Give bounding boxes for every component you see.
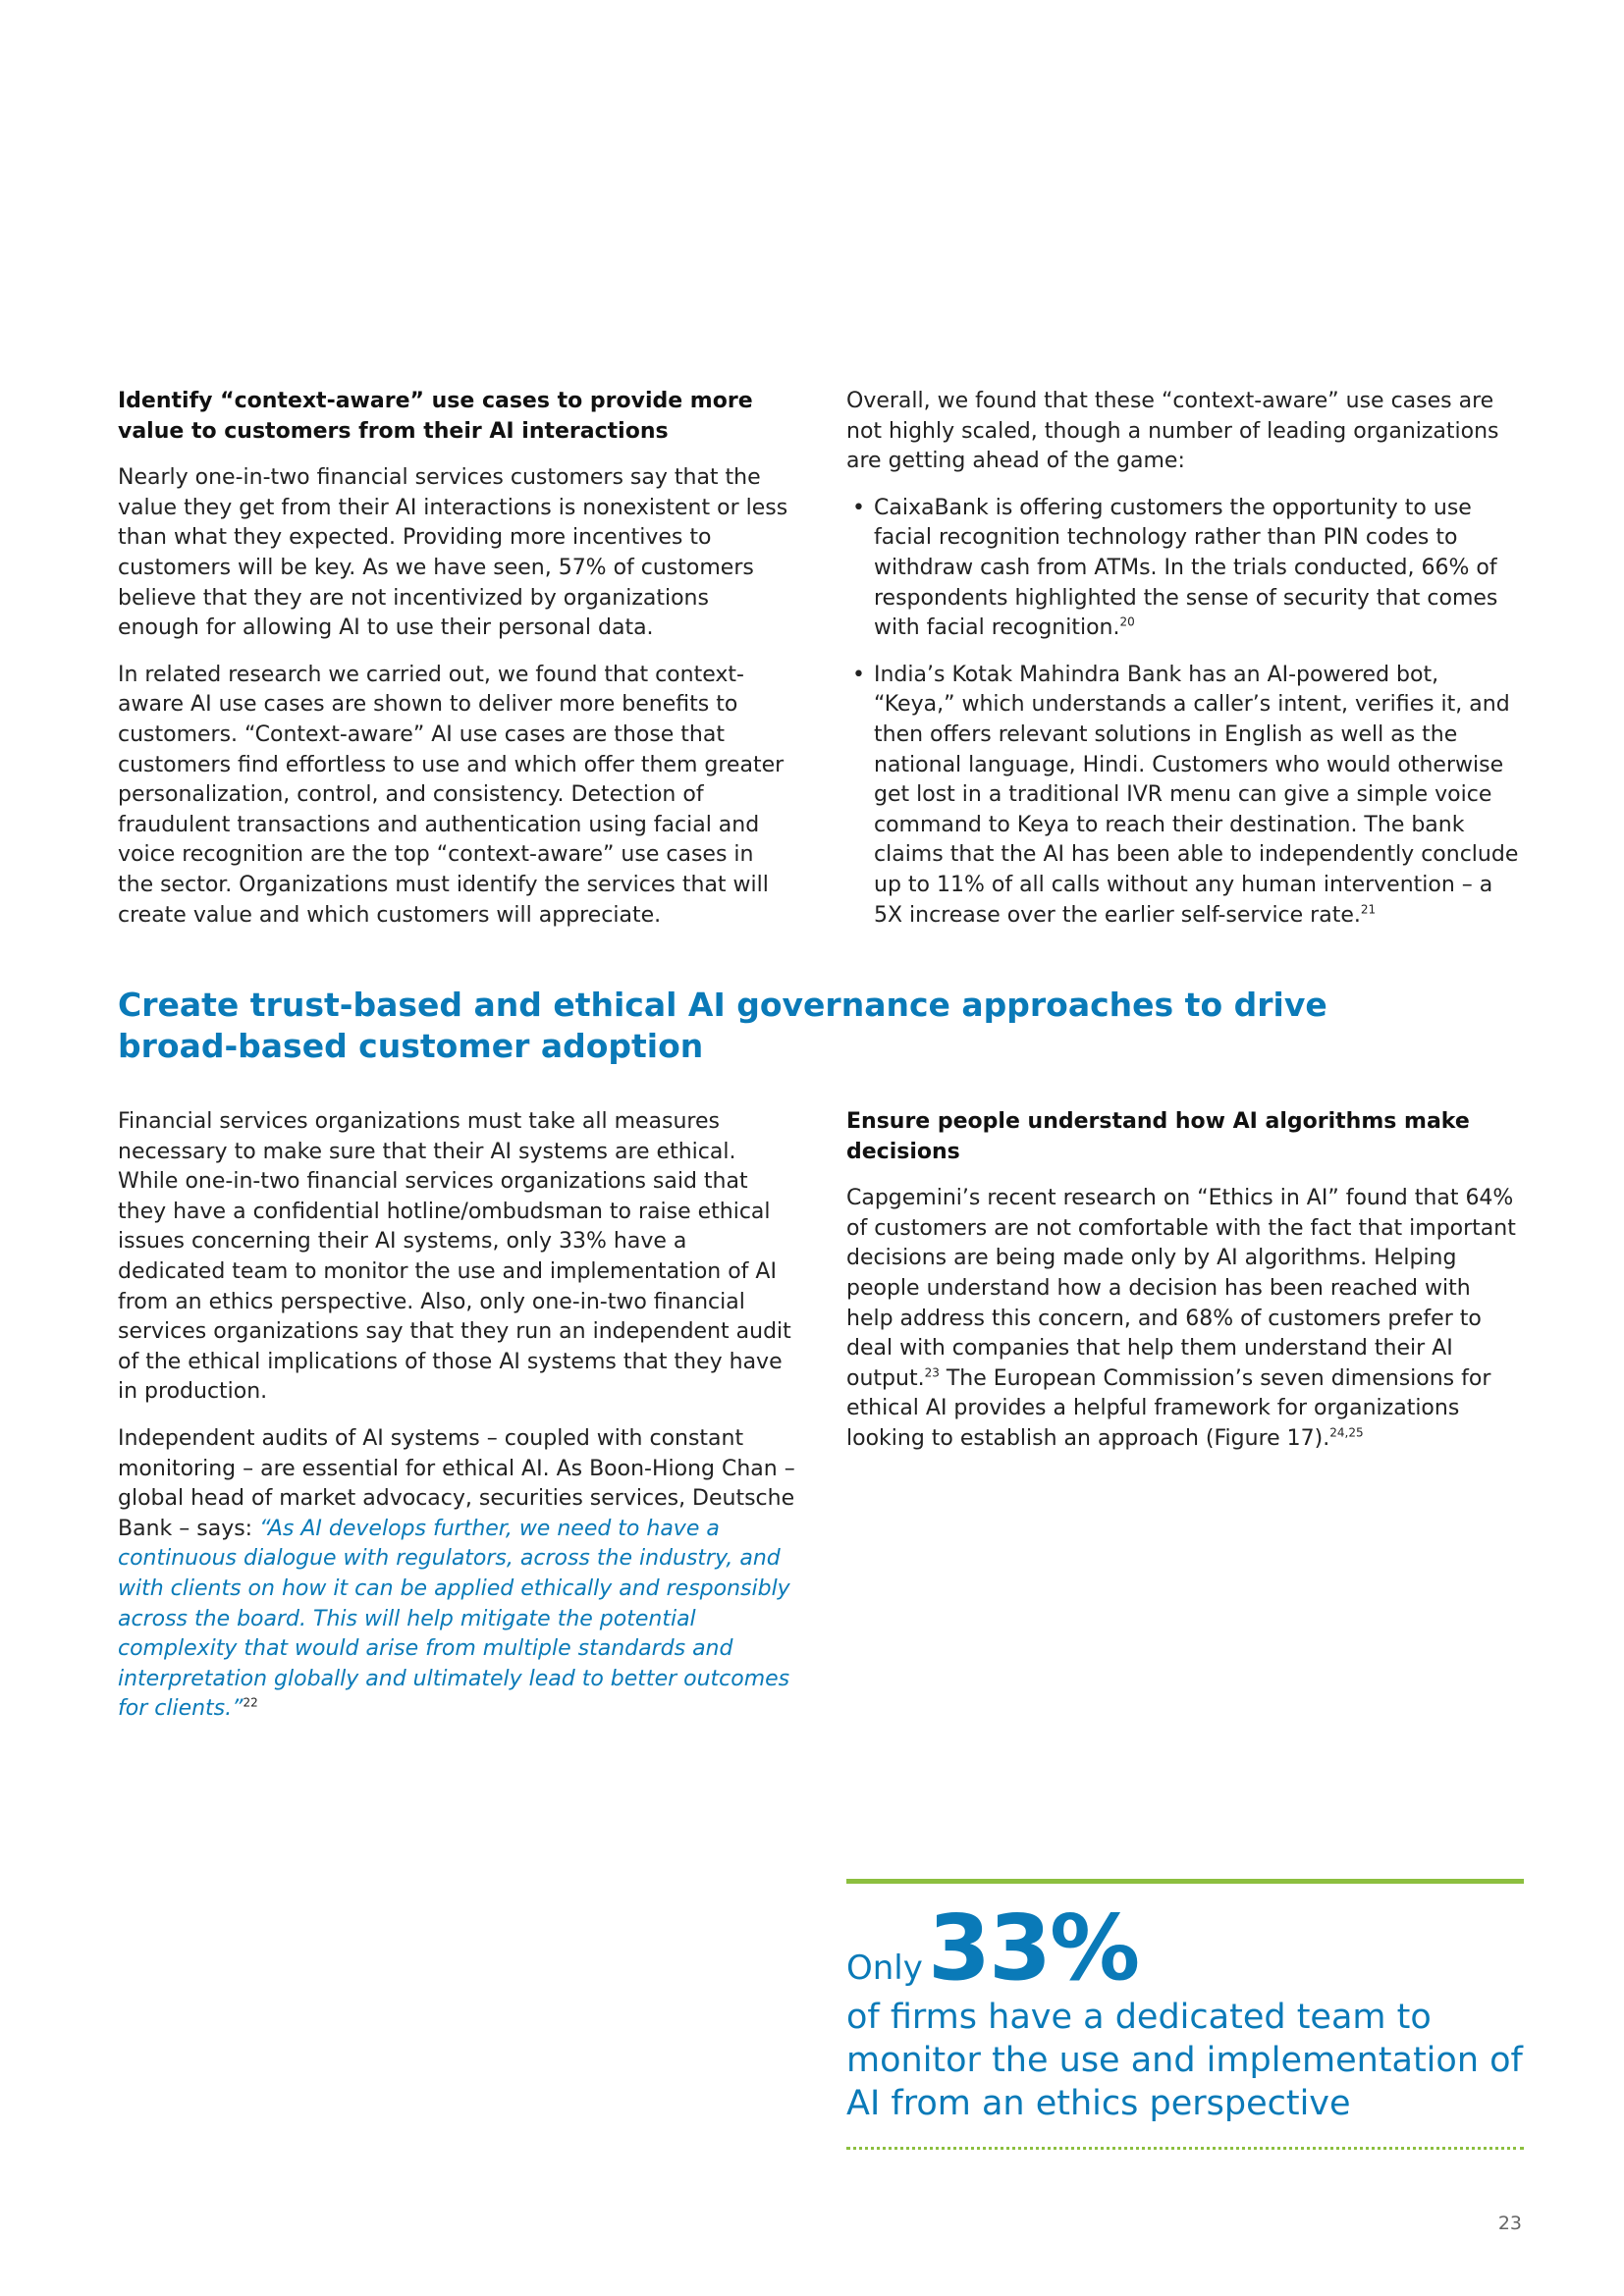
footnote-ref: 20	[1119, 614, 1135, 629]
callout-dotted-rule	[846, 2147, 1524, 2150]
stat-description: of firms have a dedicated team to monitor the use and implementation of AI from an ethics perspective	[846, 1998, 1523, 2123]
stat-prefix: Only	[846, 1949, 923, 1988]
paragraph-text: The European Commission’s seven dimensions for ethical AI provides a helpful framework for organizations looking to establish an approach (Figure 17).	[846, 1365, 1491, 1451]
section1-left-column	[118, 387, 795, 947]
quote-paragraph	[118, 1424, 795, 1725]
algorithms-heading: Ensure people understand how AI algorithms make decisions	[846, 1109, 1470, 1164]
callout-top-rule	[846, 1879, 1524, 1884]
quote-lead: Independent audits of AI systems – coupled with constant monitoring – are essential for ethical AI. As Boon-Hiong Chan – global head of market advocacy, securities services, Deutsche Bank – says:	[118, 1425, 795, 1541]
paragraph-text: Capgemini’s recent research on “Ethics in AI” found that 64% of customers are not comfortable with the fact that important decisions are being made only by AI algorithms. Helping people understand how a decision has been reached with help address this concern, and 68% of customers prefer to deal with companies that help them understand their AI output.	[846, 1186, 1516, 1391]
section-title: Create trust-based and ethical AI governance approaches to drive broad-based customer adoption	[118, 986, 1327, 1065]
paragraph: Financial services organizations must take all measures necessary to make sure that their AI systems are ethical. While one-in-two financial services organizations said that they have a confidential hotline/ombudsman to raise ethical issues concerning their AI systems, only 33% have a dedicated team to monitor the use and implementation of AI from an ethics perspective. Also, only one-in-two financial services organizations say that they run an independent audit of the ethical implications of those AI systems that they have in production.	[118, 1109, 791, 1405]
page-number: 23	[1497, 2213, 1522, 2234]
paragraph: In related research we carried out, we found that context-aware AI use cases are shown to deliver more benefits to customers. “Context-aware” AI use cases are those that customers find effortless to use and which offer them greater personalization, control, and consistency. Detection of fraudulent transactions and authentication using facial and voice recognition are the top “context-aware” use cases in the sector. Organizations must identify the services that will create value and which customers will appreciate.	[118, 662, 785, 928]
stat-value: 33%	[927, 1896, 1139, 2001]
footnote-ref: 23	[924, 1365, 940, 1380]
footnote-ref: 21	[1360, 902, 1377, 917]
paragraph	[846, 1184, 1524, 1454]
list-item	[846, 494, 1524, 644]
bullet-text: India’s Kotak Mahindra Bank has an AI-powered bot, “Keya,” which understands a caller’s intent, verifies it, and then offers relevant solutions in English as well as the national language, Hindi. Customers who would otherwise get lost in a traditional IVR menu can give a simple voice command to Keya to reach their destination. The bank claims that the AI has been able to independently conclude up to 11% of all calls without any human intervention – a 5X increase over the earlier self-service rate.	[874, 662, 1519, 928]
stat-headline	[846, 1896, 1524, 2001]
stat-callout	[846, 1879, 1524, 2150]
context-aware-heading: Identify “context-aware” use cases to provide more value to customers from their AI interactions	[118, 389, 753, 444]
pull-quote: “As AI develops further, we need to have a continuous dialogue with regulators, across the industry, and with clients on how it can be applied ethically and responsibly across the board. This will help mitigate the potential complexity that would arise from multiple standards and interpretation globally and ultimately lead to better outcomes for clients.”	[118, 1516, 790, 1722]
footnote-ref: 22	[243, 1695, 258, 1710]
bullet-list	[846, 494, 1524, 931]
footnote-ref: 24,25	[1329, 1425, 1364, 1440]
section1-right-column	[846, 387, 1524, 947]
list-item	[846, 661, 1524, 931]
section2-left-column	[118, 1107, 795, 1741]
paragraph: Nearly one-in-two financial services customers say that the value they get from their AI interactions is nonexistent or less than what they expected. Providing more incentives to customers will be key. As we have seen, 57% of customers believe that they are not incentivized by organizations enough for allowing AI to use their personal data.	[118, 465, 788, 641]
section2-right-column	[846, 1107, 1524, 1471]
paragraph: Overall, we found that these “context-aware” use cases are not highly scaled, though a number of leading organizations are getting ahead of the game:	[846, 389, 1499, 474]
bullet-text: CaixaBank is offering customers the opportunity to use facial recognition technology rather than PIN codes to withdraw cash from ATMs. In the trials conducted, 66% of respondents highlighted the sense of security that comes with facial recognition.	[874, 495, 1498, 641]
